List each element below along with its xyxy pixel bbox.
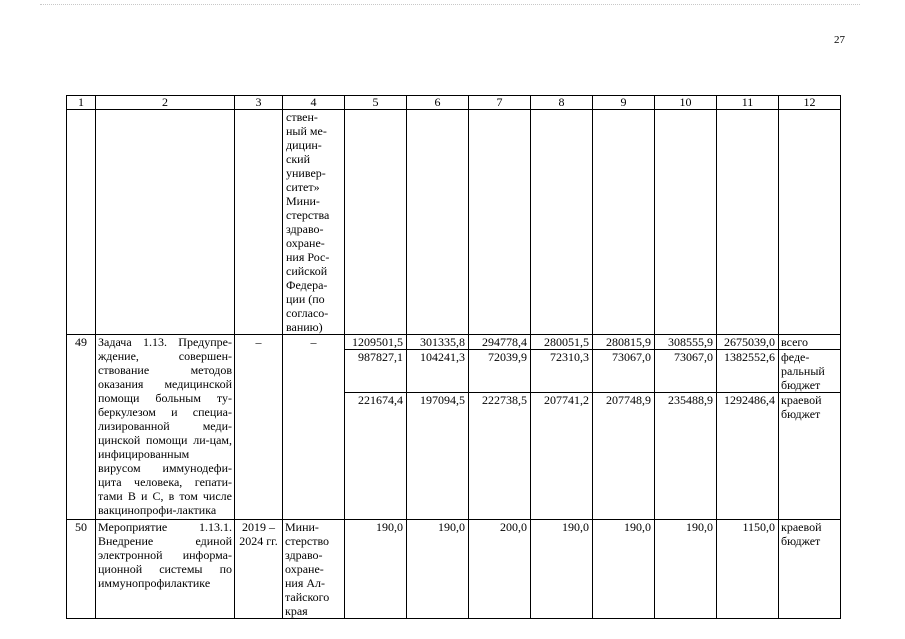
value-cell: 73067,0 <box>655 350 717 393</box>
period: – <box>235 335 283 520</box>
value-cell: 221674,4 <box>345 393 407 520</box>
value-cell: 200,0 <box>469 520 531 619</box>
value-cell: 72039,9 <box>469 350 531 393</box>
funding-source: краевой бюджет <box>779 520 841 619</box>
executor-continuation: ствен- ный ме- дицин- ский универ- ситет» Мини- стерства здраво- охране- ния Рос- сийской Федера- ции (по согласо- ванию) <box>283 110 345 335</box>
col-header: 5 <box>345 96 407 110</box>
task-description: Задача 1.13. Предупре-ждение, совершен-ствование методов оказания медицинской помощи больным ту-беркулезом и специа-лизированной меди-цинской помощи ли-цам, инфицированным вирусом иммунодефи-цита человека, гепати-тами В и С, в том числе вакцинопрофи-лактика <box>96 335 235 520</box>
table-row-49 <box>67 335 841 350</box>
value-cell: 207741,2 <box>531 393 593 520</box>
task-description: Мероприятие 1.13.1. Внедрение единой электронной информа-ционной системы по иммунопрофилактике <box>96 520 235 619</box>
value-cell: 104241,3 <box>407 350 469 393</box>
value-cell: 222738,5 <box>469 393 531 520</box>
col-header: 1 <box>67 96 96 110</box>
value-cell: 190,0 <box>655 520 717 619</box>
value-cell: 1209501,5 <box>345 335 407 350</box>
period: 2019 – 2024 гг. <box>235 520 283 619</box>
scan-artifact-line <box>40 4 860 6</box>
value-cell: 197094,5 <box>407 393 469 520</box>
col-header: 2 <box>96 96 235 110</box>
col-header: 9 <box>593 96 655 110</box>
header-row <box>67 96 841 110</box>
budget-table <box>66 95 841 619</box>
col-header: 6 <box>407 96 469 110</box>
col-header: 10 <box>655 96 717 110</box>
value-cell: 190,0 <box>593 520 655 619</box>
value-cell: 294778,4 <box>469 335 531 350</box>
col-header: 3 <box>235 96 283 110</box>
value-cell: 1292486,4 <box>717 393 779 520</box>
value-cell: 207748,9 <box>593 393 655 520</box>
value-cell: 301335,8 <box>407 335 469 350</box>
col-header: 11 <box>717 96 779 110</box>
value-cell: 280815,9 <box>593 335 655 350</box>
executor: – <box>283 335 345 520</box>
funding-source: всего <box>779 335 841 350</box>
value-cell: 1382552,6 <box>717 350 779 393</box>
executor: Мини- стерство здраво- охране- ния Ал- тайского края <box>283 520 345 619</box>
funding-source: феде- ральный бюджет <box>779 350 841 393</box>
col-header: 8 <box>531 96 593 110</box>
value-cell: 190,0 <box>407 520 469 619</box>
row-number: 50 <box>67 520 96 619</box>
value-cell: 987827,1 <box>345 350 407 393</box>
value-cell: 2675039,0 <box>717 335 779 350</box>
col-header: 4 <box>283 96 345 110</box>
value-cell: 72310,3 <box>531 350 593 393</box>
value-cell: 308555,9 <box>655 335 717 350</box>
value-cell: 73067,0 <box>593 350 655 393</box>
row-number: 49 <box>67 335 96 520</box>
value-cell: 280051,5 <box>531 335 593 350</box>
table-row-continuation <box>67 110 841 335</box>
value-cell: 1150,0 <box>717 520 779 619</box>
funding-source: краевой бюджет <box>779 393 841 520</box>
col-header: 12 <box>779 96 841 110</box>
value-cell: 235488,9 <box>655 393 717 520</box>
value-cell: 190,0 <box>531 520 593 619</box>
value-cell: 190,0 <box>345 520 407 619</box>
col-header: 7 <box>469 96 531 110</box>
table-row-50 <box>67 520 841 619</box>
page-number: 27 <box>834 34 845 46</box>
